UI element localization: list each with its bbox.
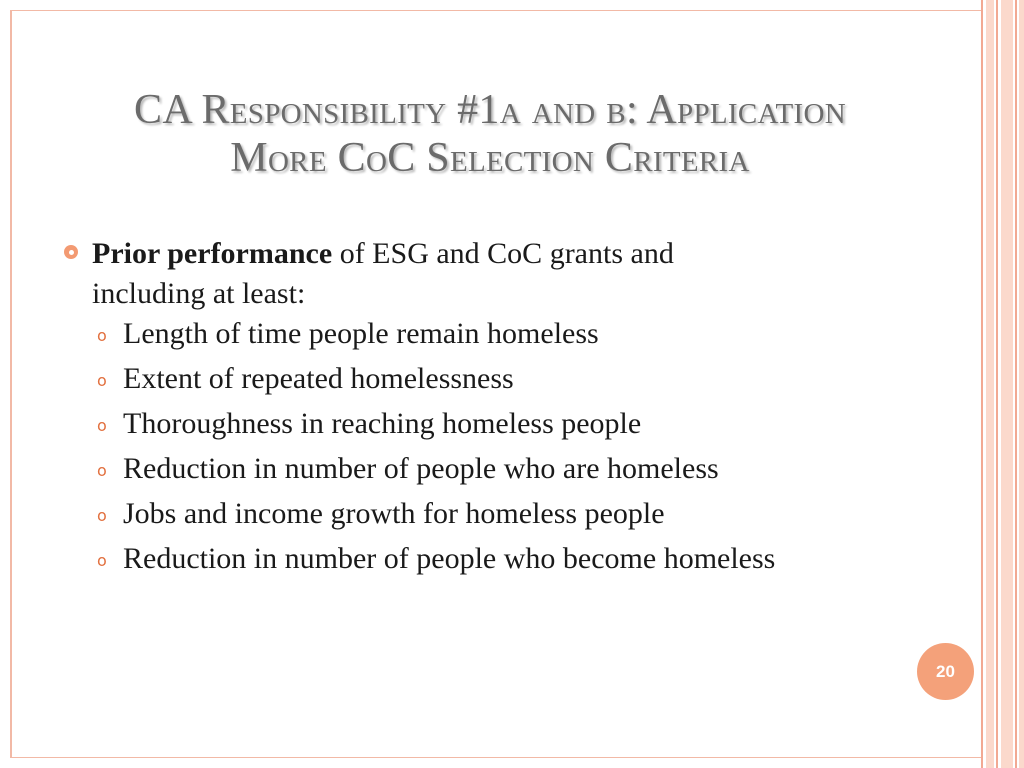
frame-bottom-line	[10, 757, 982, 758]
slide-title-line-2: More CoC Selection Criteria	[230, 135, 750, 181]
orange-circle-bullet-icon	[64, 245, 78, 259]
right-stripe	[1001, 0, 1013, 768]
sub-bullet-marker-icon: o	[97, 416, 107, 435]
right-stripe	[981, 0, 983, 768]
sub-bullet-text: Jobs and income growth for homeless people	[123, 497, 665, 530]
sub-bullet-text: Reduction in number of people who are homeless	[123, 452, 719, 485]
sub-bullet-text: Thoroughness in reaching homeless people	[123, 407, 642, 440]
slide-body	[64, 234, 924, 588]
list-item	[97, 363, 924, 395]
right-stripe	[996, 0, 998, 768]
right-stripe	[986, 0, 994, 768]
list-item	[97, 543, 924, 575]
sub-bullet-text: Length of time people remain homeless	[123, 317, 599, 350]
main-bullet-bold-text: Prior performance	[92, 237, 333, 270]
sub-bullet-marker-icon: o	[97, 461, 107, 480]
main-bullet-text-line-2: including at least:	[92, 277, 306, 310]
main-bullet-text-line-1: of ESG and CoC grants and	[332, 237, 674, 270]
main-bullet-item	[64, 234, 924, 314]
list-item	[97, 498, 924, 530]
frame-top-line	[10, 10, 982, 11]
right-stripe	[1015, 0, 1017, 768]
slide-title	[40, 86, 940, 182]
right-stripe	[1019, 0, 1024, 768]
sub-bullet-marker-icon: o	[97, 506, 107, 525]
sub-bullet-marker-icon: o	[97, 551, 107, 570]
sub-bullet-marker-icon: o	[97, 371, 107, 390]
sub-bullet-list	[64, 318, 924, 575]
list-item	[97, 453, 924, 485]
list-item	[97, 318, 924, 350]
list-item	[97, 408, 924, 440]
sub-bullet-text: Extent of repeated homelessness	[123, 362, 514, 395]
page-number-badge: 20	[917, 643, 974, 700]
slide-title-line-1: CA Responsibility #1a and b: Application	[134, 87, 846, 133]
sub-bullet-marker-icon: o	[97, 326, 107, 345]
frame-left-line	[10, 10, 12, 758]
sub-bullet-text: Reduction in number of people who become homeless	[123, 542, 776, 575]
